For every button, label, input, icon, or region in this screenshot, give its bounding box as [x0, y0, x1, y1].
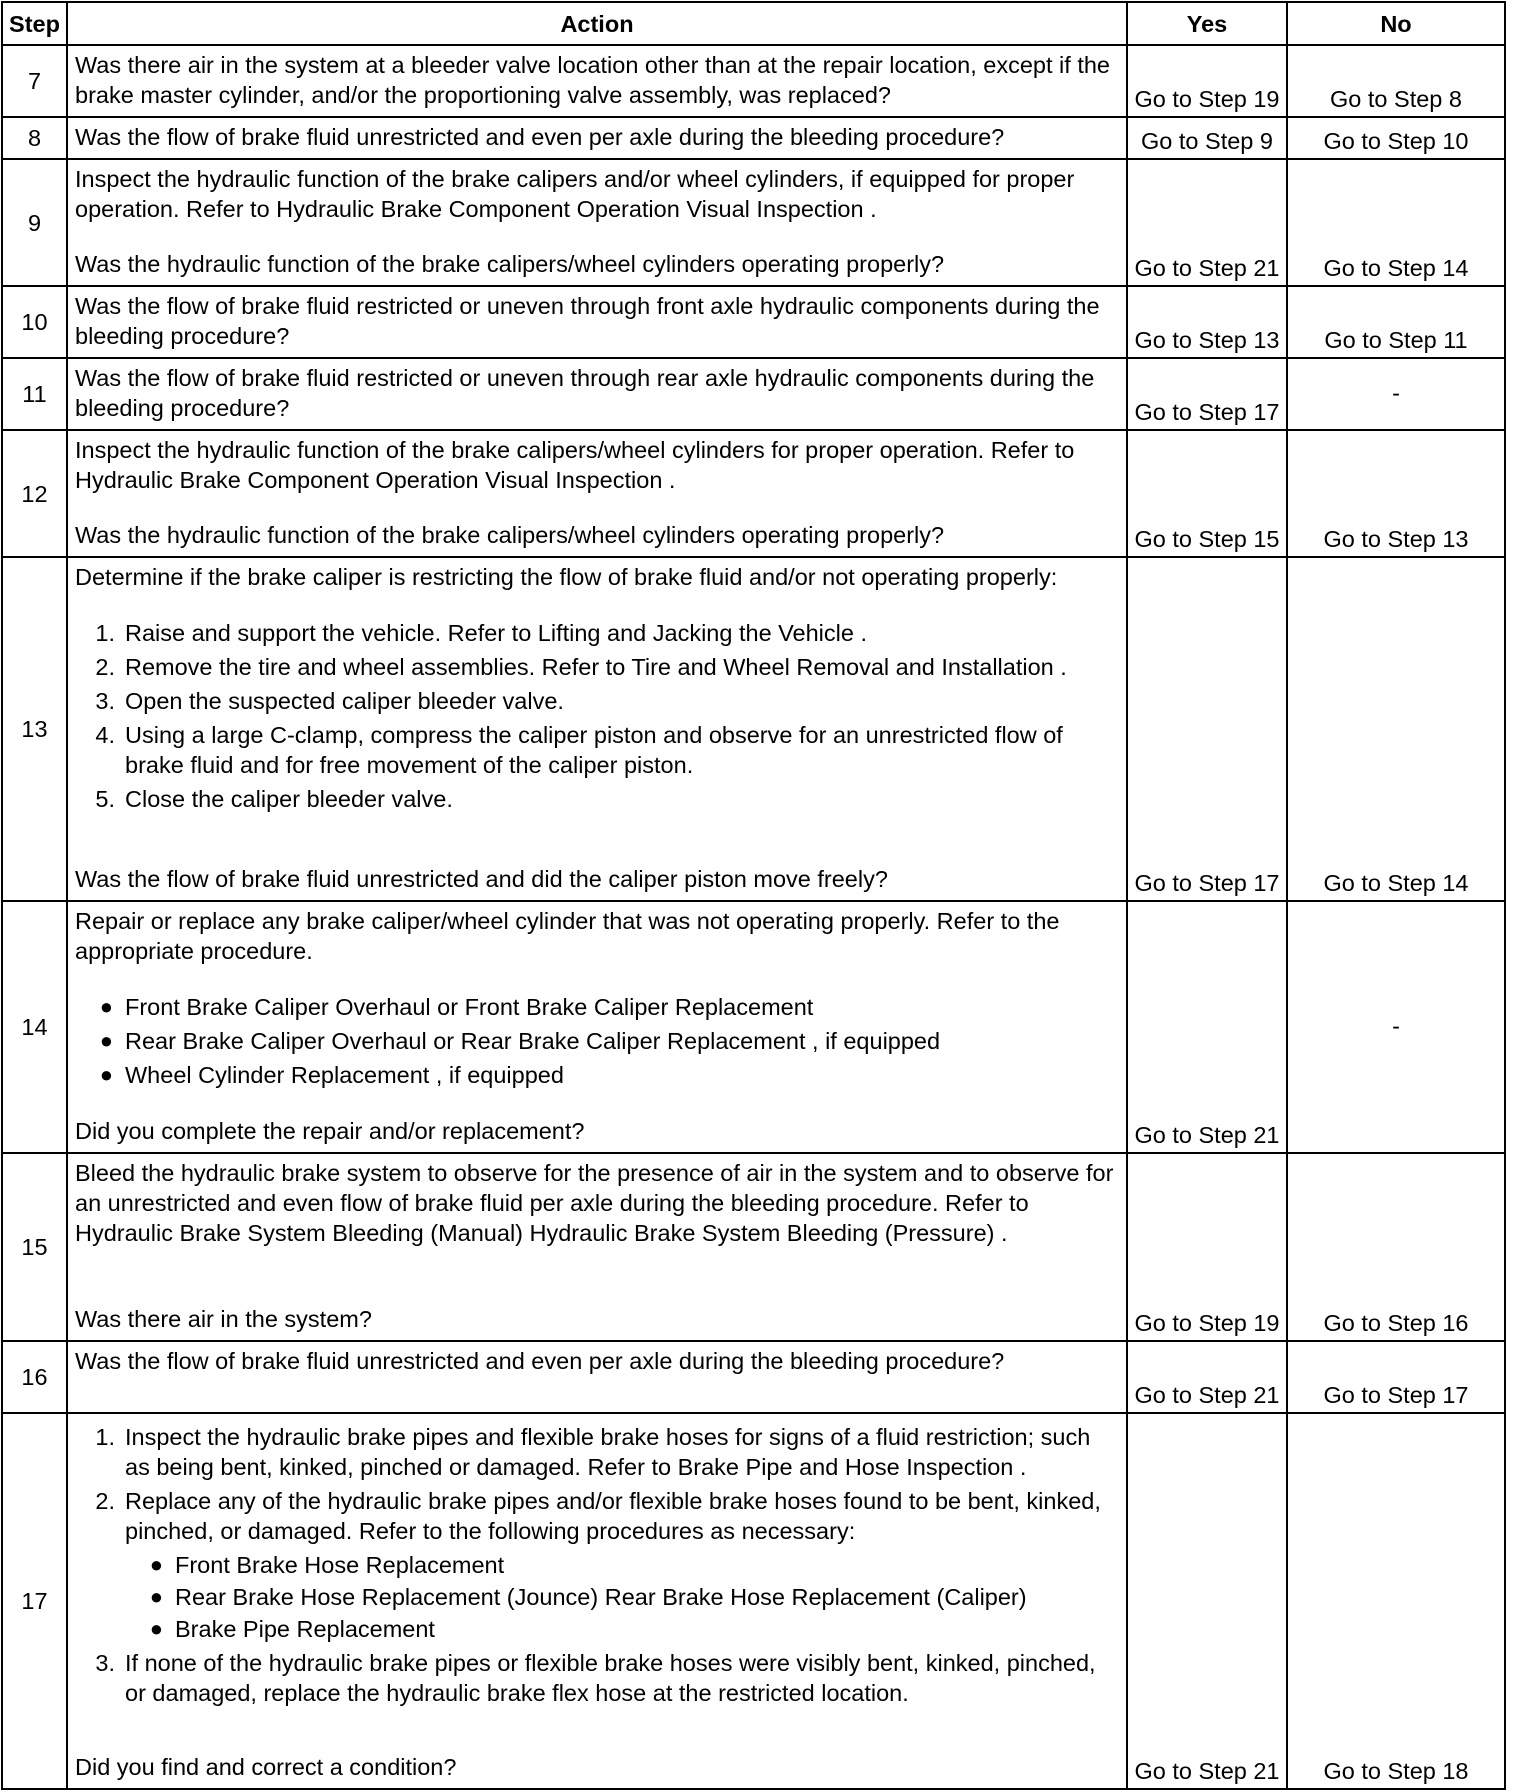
action-text [67, 1413, 1127, 1789]
no-result: Go to Step 17 [1287, 1341, 1505, 1413]
list-item: 1. Raise and support the vehicle. Refer to Lifting and Jacking the Vehicle . [95, 620, 868, 646]
action-text [67, 1153, 1127, 1341]
no-result: Go to Step 13 [1287, 430, 1505, 557]
no-result: - [1287, 901, 1505, 1153]
list-item: 2. Replace any of the hydraulic brake pipes and/or flexible brake hoses found to be bent, kinked, pinched, or damaged. Refer to the following procedures as necessary: [95, 1488, 1101, 1544]
list-item: ● Rear Brake Caliper Overhaul or Rear Brake Caliper Replacement , if equipped [99, 1028, 941, 1054]
step-number: 13 [2, 557, 67, 901]
table-row [2, 286, 1505, 358]
action-question: Was there air in the system? [75, 1306, 372, 1332]
step-number: 12 [2, 430, 67, 557]
action-text: Was the flow of brake fluid unrestricted and even per axle during the bleeding procedure? [67, 117, 1127, 159]
yes-result: Go to Step 19 [1127, 1153, 1287, 1341]
table-row [2, 1413, 1505, 1789]
action-intro: Bleed the hydraulic brake system to observe for the presence of air in the system and to observe for an unrestricted and even flow of brake fluid per axle during the bleeding procedure. Refer to Hydraulic Brake System Bleeding (Manual) Hydraulic Brake System Bleeding (Pressure) . [75, 1160, 1114, 1246]
step-number: 17 [2, 1413, 67, 1789]
action-question: Was the hydraulic function of the brake calipers/wheel cylinders operating properly? [75, 251, 945, 277]
yes-result: Go to Step 17 [1127, 358, 1287, 430]
list-item: 5. Close the caliper bleeder valve. [95, 786, 453, 812]
no-result: Go to Step 14 [1287, 557, 1505, 901]
numbered-list [75, 614, 1120, 818]
table-row [2, 430, 1505, 557]
list-item: ● Rear Brake Hose Replacement (Jounce) Rear Brake Hose Replacement (Caliper) [149, 1584, 1027, 1610]
sub-bullet-list [75, 1550, 1120, 1644]
step-number: 8 [2, 117, 67, 159]
yes-result: Go to Step 21 [1127, 1341, 1287, 1413]
list-item: 4. Using a large C-clamp, compress the caliper piston and observe for an unrestricted flow of brake fluid and for free movement of the caliper piston. [95, 722, 1063, 778]
yes-result: Go to Step 9 [1127, 117, 1287, 159]
list-item: ● Front Brake Hose Replacement [149, 1552, 505, 1578]
table-row [2, 358, 1505, 430]
header-step: Step [2, 2, 67, 45]
yes-result: Go to Step 19 [1127, 45, 1287, 117]
no-result: Go to Step 10 [1287, 117, 1505, 159]
header-action: Action [67, 2, 1127, 45]
header-yes: Yes [1127, 2, 1287, 45]
diagnostic-table [1, 1, 1506, 1790]
table-row [2, 159, 1505, 286]
no-result: Go to Step 14 [1287, 159, 1505, 286]
yes-result: Go to Step 13 [1127, 286, 1287, 358]
table-row [2, 557, 1505, 901]
yes-result: Go to Step 15 [1127, 430, 1287, 557]
action-intro: Inspect the hydraulic function of the brake calipers/wheel cylinders for proper operation. Refer to Hydraulic Brake Component Operation Visual Inspection . [75, 437, 1075, 493]
action-text [67, 557, 1127, 901]
step-number: 16 [2, 1341, 67, 1413]
list-item: 3. Open the suspected caliper bleeder valve. [95, 688, 564, 714]
action-question: Was the flow of brake fluid unrestricted and did the caliper piston move freely? [75, 866, 888, 892]
action-question: Did you find and correct a condition? [75, 1754, 457, 1780]
step-number: 9 [2, 159, 67, 286]
action-text [67, 430, 1127, 557]
no-result: - [1287, 358, 1505, 430]
list-item: ● Front Brake Caliper Overhaul or Front Brake Caliper Replacement [99, 994, 814, 1020]
list-item: ● Brake Pipe Replacement [149, 1616, 435, 1642]
action-question: Was the hydraulic function of the brake calipers/wheel cylinders operating properly? [75, 522, 945, 548]
action-text: Was the flow of brake fluid unrestricted and even per axle during the bleeding procedure? [67, 1341, 1127, 1413]
list-item: 1. Inspect the hydraulic brake pipes and flexible brake hoses for signs of a fluid restriction; such as being bent, kinked, pinched or damaged. Refer to Brake Pipe and Hose Inspection . [95, 1424, 1091, 1480]
table-row [2, 1153, 1505, 1341]
no-result: Go to Step 16 [1287, 1153, 1505, 1341]
action-text [67, 159, 1127, 286]
table-row [2, 117, 1505, 159]
yes-result: Go to Step 21 [1127, 159, 1287, 286]
step-number: 7 [2, 45, 67, 117]
no-result: Go to Step 18 [1287, 1413, 1505, 1789]
list-item: ● Wheel Cylinder Replacement , if equipped [99, 1062, 564, 1088]
action-text: Was the flow of brake fluid restricted or uneven through rear axle hydraulic components during the bleeding procedure? [67, 358, 1127, 430]
action-text: Was the flow of brake fluid restricted or uneven through front axle hydraulic components during the bleeding procedure? [67, 286, 1127, 358]
step-number: 11 [2, 358, 67, 430]
bullet-list [75, 988, 1120, 1094]
action-question: Did you complete the repair and/or replacement? [75, 1118, 585, 1144]
action-text: Was there air in the system at a bleeder valve location other than at the repair location, except if the brake master cylinder, and/or the proportioning valve assembly, was replaced? [67, 45, 1127, 117]
action-intro: Repair or replace any brake caliper/wheel cylinder that was not operating properly. Refer to the appropriate procedure. [75, 908, 1060, 964]
yes-result: Go to Step 21 [1127, 1413, 1287, 1789]
list-item: 2. Remove the tire and wheel assemblies. Refer to Tire and Wheel Removal and Installation . [95, 654, 1067, 680]
action-intro: Inspect the hydraulic function of the brake calipers and/or wheel cylinders, if equipped for proper operation. Refer to Hydraulic Brake Component Operation Visual Inspection . [75, 166, 1075, 222]
no-result: Go to Step 11 [1287, 286, 1505, 358]
numbered-list [75, 1418, 1120, 1712]
table-row [2, 45, 1505, 117]
table-row [2, 901, 1505, 1153]
step-number: 10 [2, 286, 67, 358]
action-text [67, 901, 1127, 1153]
no-result: Go to Step 8 [1287, 45, 1505, 117]
action-intro: Determine if the brake caliper is restricting the flow of brake fluid and/or not operating properly: [75, 564, 1058, 590]
yes-result: Go to Step 17 [1127, 557, 1287, 901]
step-number: 15 [2, 1153, 67, 1341]
list-item: 3. If none of the hydraulic brake pipes or flexible brake hoses were visibly bent, kinked, pinched, or damaged, replace the hydraulic brake flex hose at the restricted location. [95, 1650, 1096, 1706]
table-row [2, 1341, 1505, 1413]
yes-result: Go to Step 21 [1127, 901, 1287, 1153]
header-no: No [1287, 2, 1505, 45]
header-row [2, 2, 1505, 45]
step-number: 14 [2, 901, 67, 1153]
